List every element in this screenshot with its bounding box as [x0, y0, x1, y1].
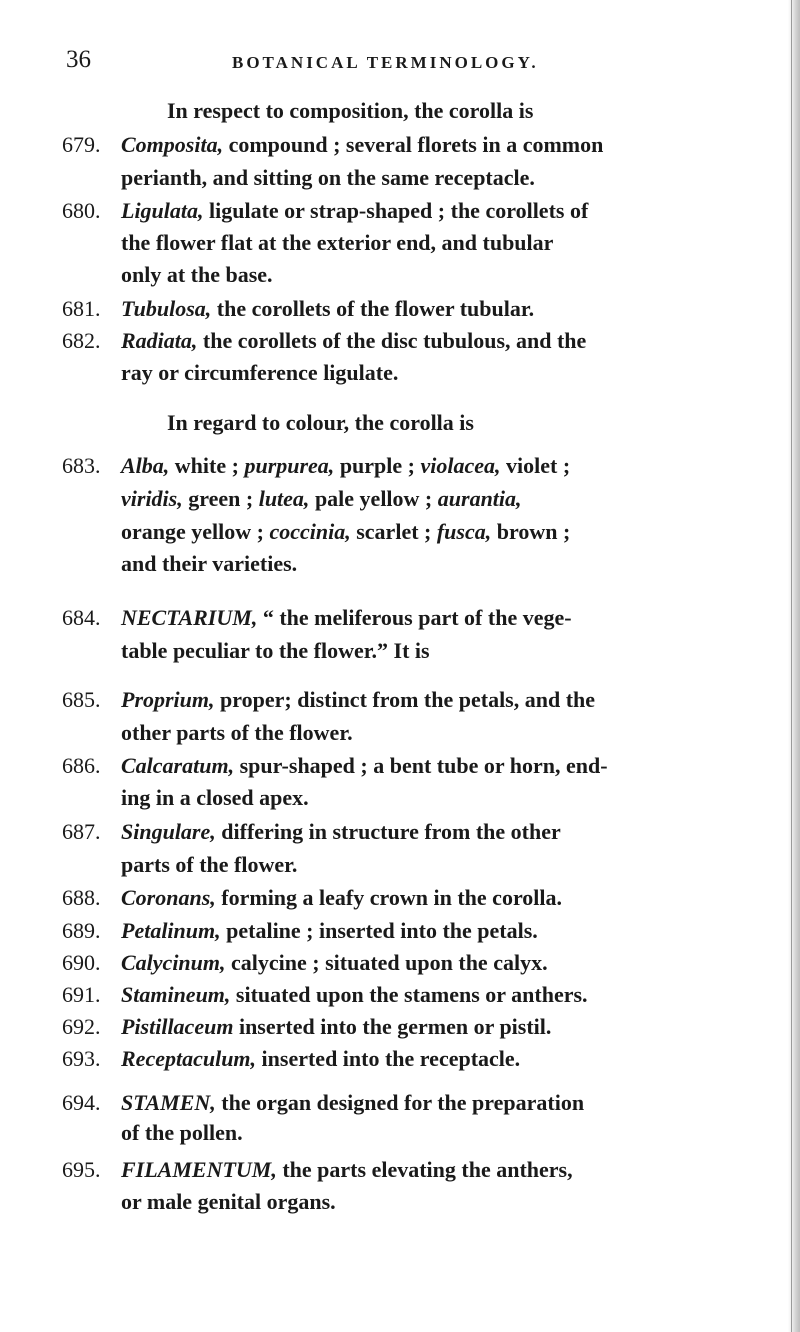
entry-term: violacea, [420, 453, 501, 478]
entry-line: viridis, green ; lutea, pale yellow ; aurantia, [121, 486, 522, 511]
entry-term: NECTARIUM, [121, 605, 258, 630]
entry-term: Composita, [121, 132, 224, 157]
entry-term: Ligulata, [121, 198, 204, 223]
page-edge-shadow [788, 0, 800, 1332]
entry-term: Stamineum, [121, 982, 231, 1007]
entry-line: Singulare, differing in structure from the other [121, 819, 561, 844]
entry-term: Tubulosa, [121, 296, 212, 321]
entry-line: Proprium, proper; distinct from the petals, and the [121, 687, 596, 712]
entry-line: Stamineum, situated upon the stamens or anthers. [121, 982, 588, 1007]
entry-term: Radiata, [121, 328, 198, 353]
page-edge-line [791, 0, 792, 1332]
entry-term: viridis, [121, 486, 183, 511]
entry-line: NECTARIUM, “ the meliferous part of the vege- [121, 605, 572, 630]
entry-term: Pistillaceum [121, 1014, 234, 1039]
entry-term: coccinia, [269, 519, 351, 544]
entry-term: fusca, [436, 519, 492, 544]
entry-term: Calycinum, [121, 950, 226, 975]
entry-line: Radiata, the corollets of the disc tubulous, and the [121, 328, 587, 353]
entry-line: only at the base. [121, 262, 273, 287]
entry-line: and their varieties. [121, 551, 298, 576]
entry-line: STAMEN, the organ designed for the preparation [121, 1090, 585, 1115]
entry-line: Ligulata, ligulate or strap-shaped ; the corollets of [121, 198, 589, 223]
entry-number: 682. [62, 328, 101, 353]
intro-colour: In regard to colour, the corolla is [167, 410, 474, 435]
entry-number: 688. [62, 885, 101, 910]
entry-line: orange yellow ; coccinia, scarlet ; fusca, brown ; [121, 519, 571, 544]
entry-number: 683. [62, 453, 101, 478]
entry-line: Pistillaceum inserted into the germen or pistil. [121, 1014, 552, 1039]
entry-term: aurantia, [437, 486, 522, 511]
entry-line: Coronans, forming a leafy crown in the corolla. [121, 885, 563, 910]
entry-line: or male genital organs. [121, 1189, 336, 1214]
entry-line: ing in a closed apex. [121, 785, 309, 810]
entry-term: Alba, [121, 453, 170, 478]
intro-composition: In respect to composition, the corolla is [167, 98, 534, 123]
entry-line: parts of the flower. [121, 852, 298, 877]
entry-term: FILAMENTUM, [121, 1157, 277, 1182]
entry-term: Coronans, [121, 885, 216, 910]
entry-number: 693. [62, 1046, 101, 1071]
entry-number: 686. [62, 753, 101, 778]
entry-line: Calcaratum, spur-shaped ; a bent tube or horn, end- [121, 753, 608, 778]
entry-term: Proprium, [121, 687, 215, 712]
entry-number: 689. [62, 918, 101, 943]
entry-number: 684. [62, 605, 101, 630]
entry-term: Calcaratum, [121, 753, 235, 778]
entry-number: 680. [62, 198, 101, 223]
entry-line: FILAMENTUM, the parts elevating the anthers, [121, 1157, 573, 1182]
entry-line: table peculiar to the flower.” It is [121, 638, 430, 663]
entry-line: other parts of the flower. [121, 720, 353, 745]
entry-number: 681. [62, 296, 101, 321]
entry-line: Alba, white ; purpurea, purple ; violacea, violet ; [121, 453, 571, 478]
running-head: BOTANICAL TERMINOLOGY. [232, 53, 539, 72]
entry-term: Singulare, [121, 819, 216, 844]
entry-line: Calycinum, calycine ; situated upon the calyx. [121, 950, 548, 975]
entry-term: Receptaculum, [121, 1046, 257, 1071]
entry-number: 687. [62, 819, 101, 844]
entry-term: lutea, [258, 486, 310, 511]
entry-line: Composita, compound ; several florets in a common [121, 132, 604, 157]
entry-term: STAMEN, [121, 1090, 216, 1115]
entry-line: ray or circumference ligulate. [121, 360, 399, 385]
entry-line: Tubulosa, the corollets of the flower tubular. [121, 296, 535, 321]
entry-number: 692. [62, 1014, 101, 1039]
entry-line: of the pollen. [121, 1120, 243, 1145]
page-header [66, 46, 626, 78]
entry-number: 685. [62, 687, 101, 712]
entry-number: 691. [62, 982, 101, 1007]
entry-number: 690. [62, 950, 101, 975]
entry-term: purpurea, [244, 453, 335, 478]
entry-number: 679. [62, 132, 101, 157]
page-number: 36 [66, 46, 91, 73]
entry-line: the flower flat at the exterior end, and tubular [121, 230, 554, 255]
entry-number: 695. [62, 1157, 101, 1182]
entry-line: Receptaculum, inserted into the receptacle. [121, 1046, 521, 1071]
entry-number: 694. [62, 1090, 101, 1115]
entry-line: Petalinum, petaline ; inserted into the petals. [121, 918, 538, 943]
entry-line: perianth, and sitting on the same receptacle. [121, 165, 535, 190]
entry-term: Petalinum, [121, 918, 221, 943]
